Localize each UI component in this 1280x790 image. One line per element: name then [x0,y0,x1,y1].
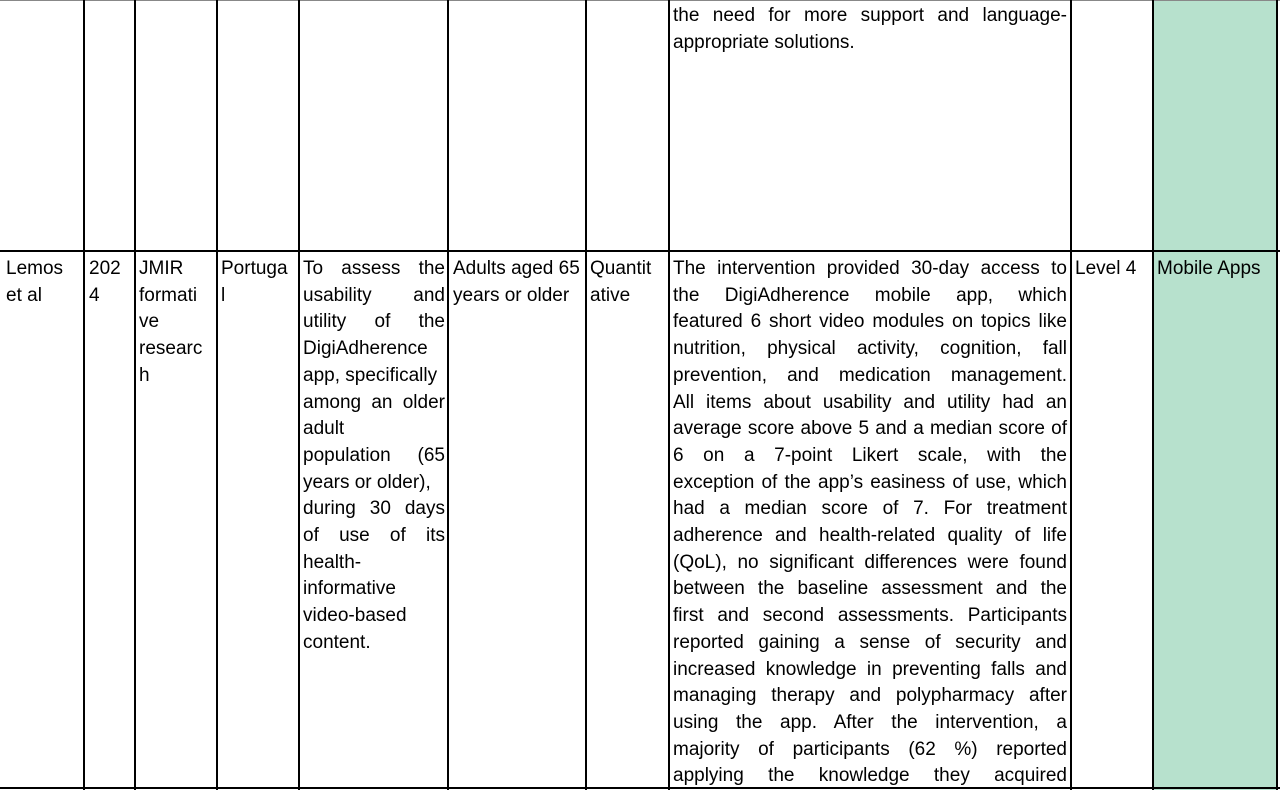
previous-results-line: the need for more support and language- [673,5,1067,26]
table-bottom-border [0,787,1280,789]
year-line: 202 [89,258,121,279]
category-column-fill [1153,0,1277,790]
country-cell [217,253,299,309]
results-line: reported gaining a sense of security and [673,631,1067,653]
column-divider [447,0,449,790]
aim-line: of use of its [303,525,445,547]
previous-row-results-cell [669,0,1071,250]
column-divider [83,0,85,790]
journal-line: h [139,364,150,386]
evidence-level-cell [1071,253,1153,283]
results-line: majority of participants (62 %) reported [673,738,1067,760]
column-divider [1152,0,1154,790]
aim-line: app, specifically [303,364,438,386]
results-line: the DigiAdherence mobile app, which [673,284,1067,306]
column-divider [216,0,218,790]
country-line: Portuga [221,258,288,279]
aim-line: To assess the [303,258,445,279]
journal-line: ve [139,311,160,333]
aim-line: usability and [303,284,445,306]
aim-cell [299,253,449,657]
aim-line: adult [303,418,345,440]
results-line: had a median score of 7. For treatment [673,498,1067,520]
journal-line: JMIR [139,258,184,279]
aim-line: informative [303,578,396,600]
aim-line: population (65 [303,444,445,466]
journal-cell [135,253,217,390]
column-divider [134,0,136,790]
aim-line: health- [303,551,362,573]
author-line: et al [6,284,42,306]
journal-line: researc [139,338,203,360]
results-line: average score above 5 and a median score of [673,418,1067,440]
design-cell [586,253,669,309]
row-divider [0,250,1280,252]
results-line: All items about usability and utility had an [673,391,1067,413]
evidence-level: Level 4 [1075,258,1137,279]
aim-line: DigiAdherence [303,338,428,360]
table-right-border [1276,0,1278,790]
column-divider [298,0,300,790]
year-line: 4 [89,284,100,306]
results-line: first and second assessments. Participants [673,605,1067,627]
design-line: ative [590,284,631,306]
country-line: l [221,284,226,306]
results-line: increased knowledge in preventing falls and [673,658,1067,680]
results-line: featured 6 short video modules on topics like [673,311,1067,333]
category-cell [1153,253,1277,283]
aim-line: years or older), [303,471,431,493]
design-line: Quantit [590,258,652,279]
aim-line: content. [303,631,371,653]
population-cell [449,253,586,309]
results-cell [669,253,1071,790]
author-line: Lemos [6,258,64,279]
results-line: managing therapy and polypharmacy after [673,685,1067,707]
results-line: using the app. After the intervention, a [673,711,1067,733]
population-line: Adults aged 65 [453,258,580,279]
results-line: 6 on a 7-point Likert scale, with the [673,444,1067,466]
results-line: prevention, and medication management. [673,364,1067,386]
table-top-border [0,0,1280,1]
column-divider [585,0,587,790]
population-line: years or older [453,284,570,306]
results-line: exception of the app’s easiness of use, which [673,471,1067,493]
aim-line: among an older [303,391,445,413]
author-cell [2,253,84,309]
journal-line: formati [139,284,198,306]
results-line: applying the knowledge they acquired [673,765,1067,787]
column-divider [1070,0,1072,790]
aim-line: video-based [303,605,407,627]
aim-line: during 30 days [303,498,445,520]
aim-line: utility of the [303,311,445,333]
results-line: nutrition, physical activity, cognition, fall [673,338,1067,360]
category-label: Mobile Apps [1157,258,1261,279]
results-line: adherence and health-related quality of life [673,525,1067,547]
previous-results-line: appropriate solutions. [673,31,855,53]
results-line: (QoL), no significant differences were found [673,551,1067,573]
results-line: between the baseline assessment and the [673,578,1067,600]
results-line: The intervention provided 30-day access to [673,258,1067,279]
column-divider [668,0,670,790]
year-cell [85,253,135,309]
